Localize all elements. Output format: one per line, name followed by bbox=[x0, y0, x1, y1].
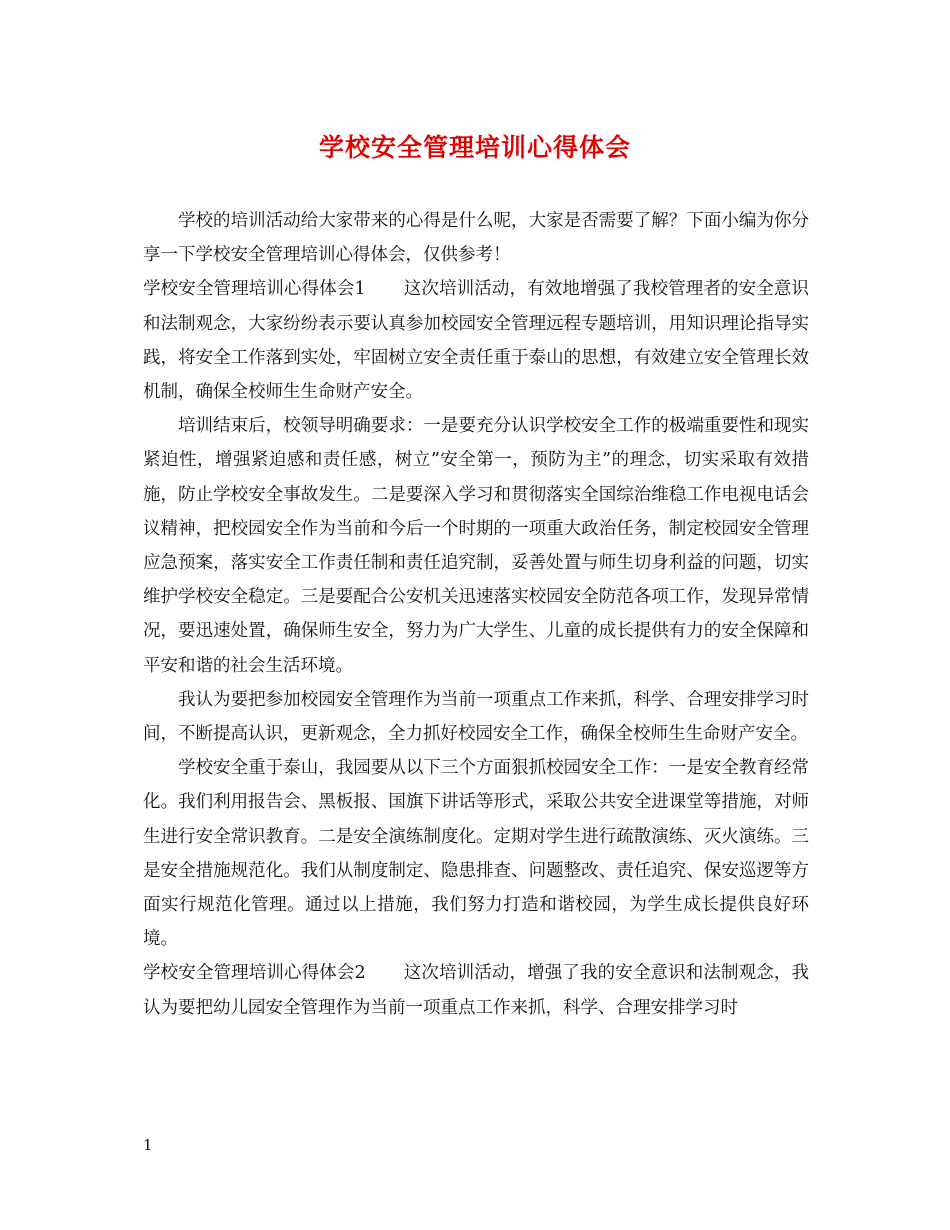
page-number: 1 bbox=[143, 1136, 153, 1154]
section-2-heading: 学校安全管理培训心得体会2 bbox=[143, 963, 366, 984]
section-1-heading: 学校安全管理培训心得体会1 bbox=[143, 279, 366, 300]
section-2-paragraph bbox=[143, 956, 809, 1024]
document-title: 学校安全管理培训心得体会 bbox=[318, 133, 631, 162]
document-body bbox=[143, 204, 809, 1025]
section-2-text: 这次培训活动，增强了我的安全意识和法制观念，我认为要把幼儿园安全管理作为当前一项重点工作来抓，科学、合理安排学习时 bbox=[143, 963, 810, 1018]
section-1-paragraph bbox=[143, 272, 809, 409]
paragraph-4: 学校安全重于泰山，我园要从以下三个方面狠抓校园安全工作：一是安全教育经常化。我们利用报告会、黑板报、国旗下讲话等形式，采取公共安全进课堂等措施，对师生进行安全常识教育。二是安全演练制度化。定期对学生进行疏散演练、灭火演练。三是安全措施规范化。我们从制度制定、隐患排查、问题整改、责任追究、保安巡逻等方面实行规范化管理。通过以上措施，我们努力打造和谐校园，为学生成长提供良好环境。 bbox=[143, 758, 809, 950]
paragraph-3: 我认为要把参加校园安全管理作为当前一项重点工作来抓，科学、合理安排学习时间，不断提高认识，更新观念，全力抓好校园安全工作，确保全校师生生命财产安全。 bbox=[143, 689, 809, 745]
section-1-text: 这次培训活动，有效地增强了我校管理者的安全意识和法制观念，大家纷纷表示要认真参加校园安全管理远程专题培训，用知识理论指导实践，将安全工作落到实处，牢固树立安全责任重于泰山的思想，有效建立安全管理长效机制，确保全校师生生命财产安全。 bbox=[143, 279, 810, 403]
paragraph-2: 培训结束后，校领导明确要求：一是要充分认识学校安全工作的极端重要性和现实紧迫性，增强紧迫感和责任感，树立”安全第一，预防为主”的理念，切实采取有效措施，防止学校安全事故发生。二是要深入学习和贯彻落实全国综治维稳工作电视电话会议精神，把校园安全作为当前和今后一个时期的一项重大政治任务，制定校园安全管理应急预案，落实安全工作责任制和责任追究制，妥善处置与师生切身利益的问题，切实维护学校安全稳定。三是要配合公安机关迅速落实校园安全防范各项工作，发现异常情况，要迅速处置，确保师生安全，努力为广大学生、儿童的成长提供有力的安全保障和平安和谐的社会生活环境。 bbox=[143, 416, 809, 676]
intro-paragraph: 学校的培训活动给大家带来的心得是什么呢，大家是否需要了解？下面小编为你分享一下学校安全管理培训心得体会，仅供参考！ bbox=[143, 211, 809, 266]
